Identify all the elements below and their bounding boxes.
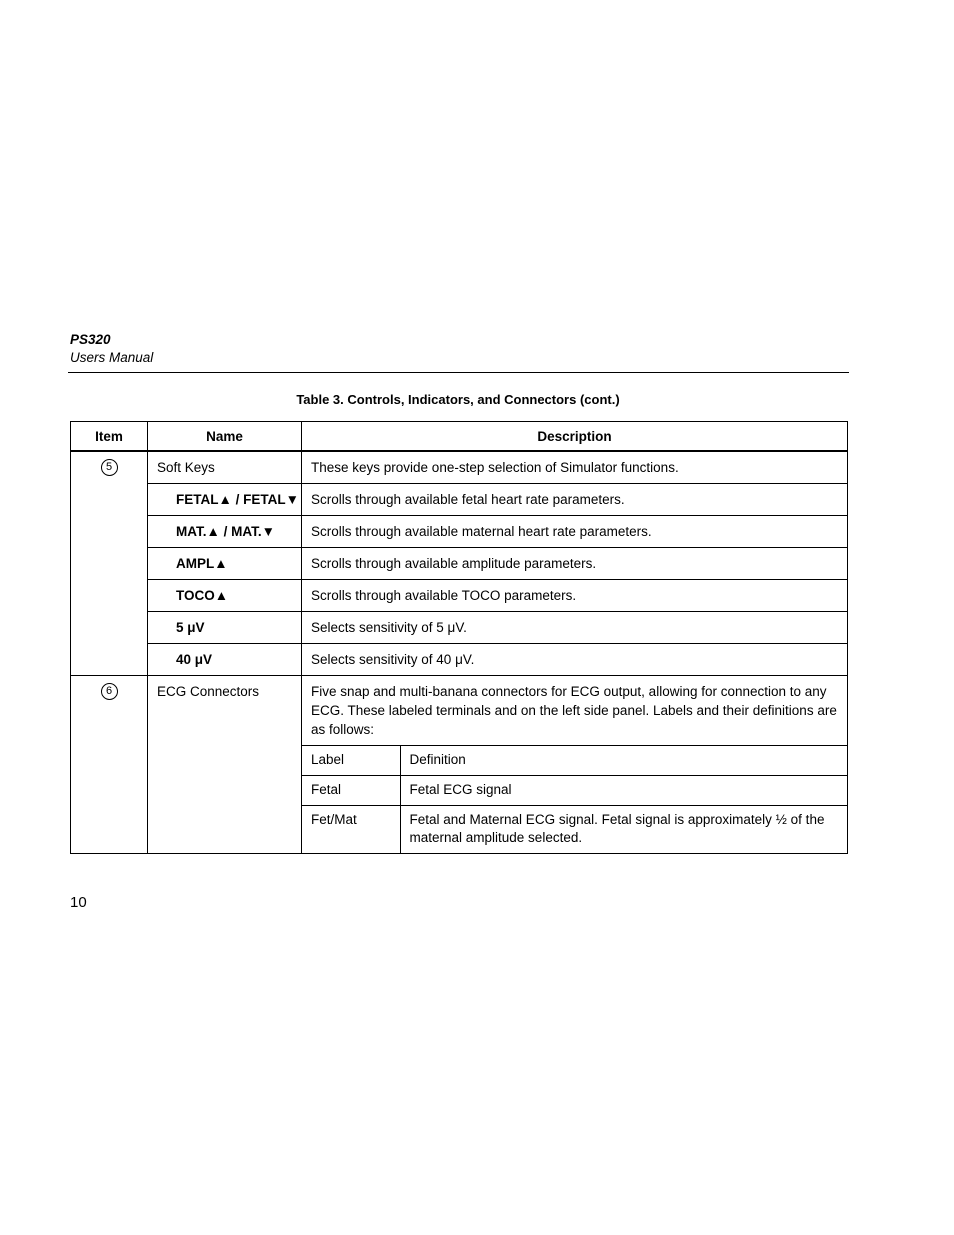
description-cell: Scrolls through available TOCO parameters. — [302, 580, 848, 612]
definition-cell: Definition — [400, 746, 847, 776]
controls-table — [70, 421, 848, 854]
column-header-description: Description — [302, 422, 848, 452]
label-cell: Fet/Mat — [302, 806, 400, 854]
item-cell — [71, 676, 148, 854]
label-definition-table — [302, 745, 847, 853]
manual-title: Users Manual — [70, 350, 154, 365]
running-header — [70, 331, 849, 367]
table-title: Table 3. Controls, Indicators, and Connectors (cont.) — [296, 392, 620, 407]
description-cell: Selects sensitivity of 40 μV. — [302, 644, 848, 676]
description-cell: These keys provide one-step selection of Simulator functions. — [302, 451, 848, 484]
name-cell: FETAL▲ / FETAL▼ — [148, 484, 302, 516]
description-cell: Scrolls through available fetal heart rate parameters. — [302, 484, 848, 516]
description-cell: Scrolls through available amplitude parameters. — [302, 548, 848, 580]
table-row — [71, 484, 848, 516]
description-cell: Scrolls through available maternal heart rate parameters. — [302, 516, 848, 548]
inner-row — [302, 746, 847, 776]
item-cell — [71, 451, 148, 676]
table-row — [71, 612, 848, 644]
name-cell: 40 μV — [148, 644, 302, 676]
column-header-name: Name — [148, 422, 302, 452]
description-cell — [302, 676, 848, 854]
table-row — [71, 516, 848, 548]
description-cell: Selects sensitivity of 5 μV. — [302, 612, 848, 644]
item-number-badge: 6 — [101, 683, 118, 700]
definition-cell: Fetal ECG signal — [400, 776, 847, 806]
name-cell: ECG Connectors — [148, 676, 302, 854]
name-cell: 5 μV — [148, 612, 302, 644]
product-name: PS320 — [70, 332, 111, 347]
label-cell: Label — [302, 746, 400, 776]
inner-row — [302, 776, 847, 806]
inner-row — [302, 806, 847, 854]
description-text: Five snap and multi-banana connectors for ECG output, allowing for connection to any ECG. These labeled terminals and on the left side panel. Labels and their definitions are as follows: — [311, 684, 837, 737]
table-header-row — [71, 422, 848, 452]
definition-cell: Fetal and Maternal ECG signal. Fetal signal is approximately ½ of the maternal amplitude selected. — [400, 806, 847, 854]
name-cell: TOCO▲ — [148, 580, 302, 612]
table-row — [71, 676, 848, 854]
name-cell: MAT.▲ / MAT.▼ — [148, 516, 302, 548]
page-number: 10 — [70, 894, 87, 911]
table-row — [71, 580, 848, 612]
table-row — [71, 548, 848, 580]
name-cell: AMPL▲ — [148, 548, 302, 580]
label-cell: Fetal — [302, 776, 400, 806]
header-rule — [68, 372, 849, 373]
table-row — [71, 644, 848, 676]
name-cell: Soft Keys — [148, 451, 302, 484]
item-number-badge: 5 — [101, 459, 118, 476]
column-header-item: Item — [71, 422, 148, 452]
table-row — [71, 451, 848, 484]
